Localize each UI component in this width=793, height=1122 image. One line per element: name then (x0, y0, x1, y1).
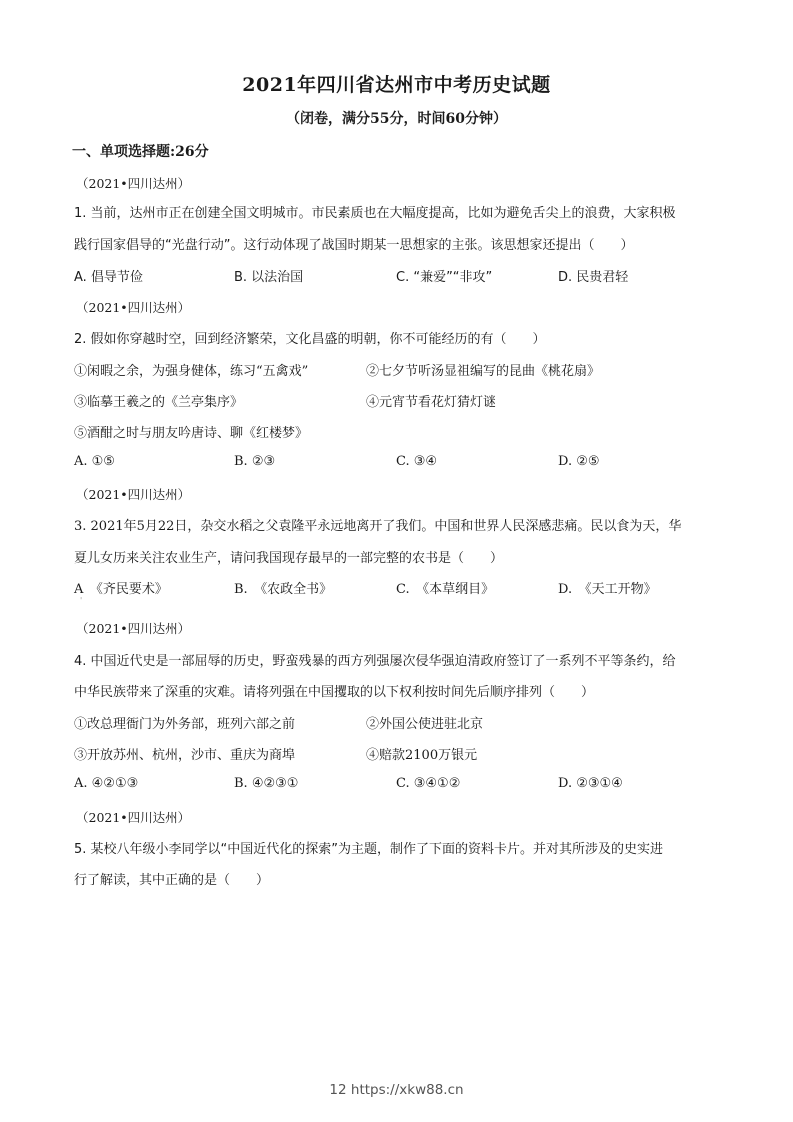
question-5-source: （2021•四川达州） (76, 810, 191, 825)
question-4-option-c: C. ③④①② (396, 776, 461, 791)
question-4-stem-line-2: 中华民族带来了深重的灾难。请将列强在中国攫取的以下权利按时间先后顺序排列（ ） (74, 685, 595, 700)
question-5-stem-line-1: 5. 某校八年级小李同学以“中国近代化的探索”为主题，制作了下面的资料卡片。并对其所涉及的史实进 (74, 842, 664, 857)
question-3-option-d: D. 《天工开物》 (558, 582, 657, 597)
question-4-item-3: ③开放苏州、杭州，沙市、重庆为商埠 (74, 748, 296, 763)
question-2-option-b: B. ②③ (234, 454, 276, 469)
question-4-option-b: B. ④②③① (234, 776, 299, 791)
question-3-option-a: A 《齐民要术》 (74, 582, 168, 597)
section-heading: 一、单项选择题:26分 (72, 144, 209, 160)
question-4-option-d: D. ②③①④ (558, 776, 623, 791)
question-1-option-a: A. 倡导节俭 (74, 270, 143, 285)
question-2-option-a: A. ①⑤ (74, 454, 115, 469)
question-3-option-b: B. 《农政全书》 (234, 582, 333, 597)
question-4-stem-line-1: 4. 中国近代史是一部屈辱的历史，野蛮残暴的西方列强屡次侵华强迫清政府签订了一系列不平等条约，给 (74, 654, 676, 669)
question-3-stem-line-2: 夏儿女历来关注农业生产，请问我国现存最早的一部完整的农书是（ ） (74, 551, 504, 566)
question-1-source: （2021•四川达州） (76, 176, 191, 191)
question-2-item-2: ②七夕节听汤显祖编写的昆曲《桃花扇》 (366, 364, 601, 379)
question-2-option-d: D. ②⑤ (558, 454, 600, 469)
question-1-option-c: C. “兼爱”“非攻” (396, 270, 493, 285)
page-title: 2021年四川省达州市中考历史试题 (242, 74, 551, 96)
question-1-option-d: D. 民贵君轻 (558, 270, 629, 285)
question-4-item-2: ②外国公使进驻北京 (366, 717, 484, 732)
question-1-stem-line-2: 践行国家倡导的“光盘行动”。这行动体现了战国时期某一思想家的主张。该思想家还提出（ ） (74, 238, 634, 253)
question-2-item-1: ①闲暇之余，为强身健体，练习“五禽戏” (74, 364, 309, 379)
question-2-source: （2021•四川达州） (76, 300, 191, 315)
question-4-item-1: ①改总理衙门为外务部，班列六部之前 (74, 717, 296, 732)
page-subtitle: （闭卷，满分55分，时间60分钟） (286, 111, 507, 127)
question-2-item-3: ③临摹王羲之的《兰亭集序》 (74, 395, 244, 410)
question-2-option-c: C. ③④ (396, 454, 438, 469)
page-footer: 12 https://xkw88.cn (329, 1082, 464, 1098)
question-1-option-b: B. 以法治国 (234, 270, 304, 285)
question-2-item-4: ④元宵节看花灯猜灯谜 (366, 395, 497, 410)
question-3-stem-line-1: 3. 2021年5月22日，杂交水稻之父袁隆平永远地离开了我们。中国和世界人民深感悲痛。民以食为天，华 (74, 519, 682, 534)
question-4-source: （2021•四川达州） (76, 621, 191, 636)
question-3-option-c: C. 《本草纲目》 (396, 582, 495, 597)
stray-mark: ' (80, 596, 83, 605)
question-5-stem-line-2: 行了解读，其中正确的是（ ） (74, 873, 270, 888)
question-2-stem-line-1: 2. 假如你穿越时空，回到经济繁荣，文化昌盛的明朝，你不可能经历的有（ ） (74, 332, 546, 347)
question-2-item-5: ⑤酒酣之时与朋友吟唐诗、聊《红楼梦》 (74, 426, 309, 441)
question-4-option-a: A. ④②①③ (74, 776, 139, 791)
question-3-source: （2021•四川达州） (76, 487, 191, 502)
question-1-stem-line-1: 1. 当前，达州市正在创建全国文明城市。市民素质也在大幅度提高，比如为避免舌尖上的浪费，大家积极 (74, 206, 676, 221)
question-4-item-4: ④赔款2100万银元 (366, 748, 478, 763)
